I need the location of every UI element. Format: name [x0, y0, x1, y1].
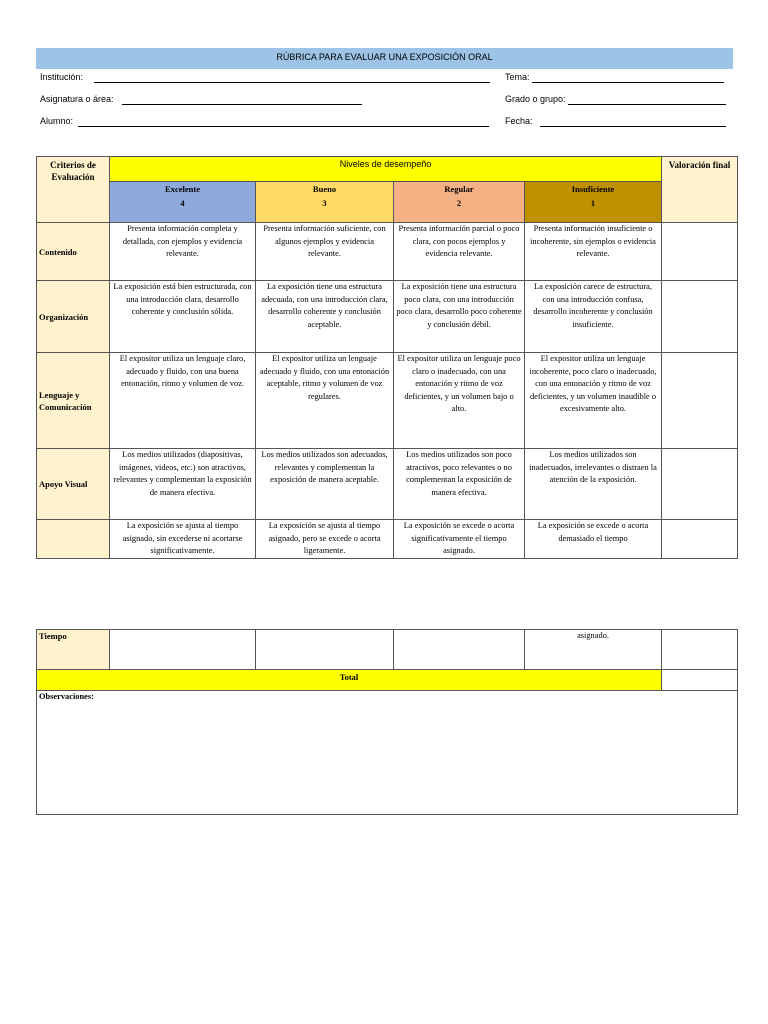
- rubric-cell: Presenta información suficiente, con algunos ejemplos y evidencia relevante.: [256, 223, 394, 281]
- institucion-label: Institución:: [40, 72, 84, 82]
- level-regular: [394, 182, 525, 223]
- level-score: 1: [590, 198, 596, 208]
- rubric-cell: [110, 630, 256, 670]
- rubric-cell: El expositor utiliza un lenguaje incoherente, poco claro o inadecuado, con una entonación y ritmo de voz deficientes, y un volumen inaudible o excesivamente alto.: [525, 353, 662, 449]
- rubric-cell: La exposición se excede o acorta significativamente el tiempo asignado.: [394, 520, 525, 559]
- rubric-cell: Los medios utilizados son inadecuados, irrelevantes o distraen la atención de la exposición.: [525, 449, 662, 520]
- level-name: Insuficiente: [571, 184, 615, 194]
- institucion-field[interactable]: [94, 72, 490, 83]
- rubric-cell: Los medios utilizados son poco atractivos, poco relevantes o no complementan la exposición de manera efectiva.: [394, 449, 525, 520]
- rubric-cell: La exposición se ajusta al tiempo asignado, pero se excede o acorta ligeramente.: [256, 520, 394, 559]
- asignatura-field[interactable]: [122, 94, 362, 105]
- table-row: [37, 520, 738, 559]
- levels-header: Niveles de desempeño: [110, 157, 662, 182]
- level-insuficiente: [525, 182, 662, 223]
- table-row: [37, 449, 738, 520]
- final-score-header: Valoración final: [662, 157, 738, 223]
- level-name: Regular: [444, 184, 474, 194]
- criteria-header: Criterios de Evaluación: [37, 157, 110, 223]
- score-cell[interactable]: [662, 630, 738, 670]
- level-score: 2: [456, 198, 462, 208]
- table-row: [37, 353, 738, 449]
- grado-label: Grado o grupo:: [505, 94, 566, 104]
- document-title: RÚBRICA PARA EVALUAR UNA EXPOSICIÓN ORAL: [36, 48, 733, 69]
- rubric-cell: La exposición está bien estructurada, con una introducción clara, desarrollo coherente y conclusión sólida.: [110, 281, 256, 353]
- rubric-cell: La exposición tiene una estructura adecuada, con una introducción clara, desarrollo coherente y conclusión aceptable.: [256, 281, 394, 353]
- score-cell[interactable]: [662, 353, 738, 449]
- total-label: Total: [37, 670, 662, 691]
- observations-label: Observaciones:: [39, 692, 94, 701]
- alumno-field[interactable]: [78, 116, 489, 127]
- criterion-label: Lenguaje y Comunicación: [37, 353, 110, 449]
- rubric-cell: El expositor utiliza un lenguaje adecuado y fluido, con una entonación aceptable, ritmo y volumen de voz regulares.: [256, 353, 394, 449]
- score-cell[interactable]: [662, 223, 738, 281]
- rubric-cell: La exposición tiene una estructura poco clara, con una introducción poco clara, desarrollo poco coherente y conclusión débil.: [394, 281, 525, 353]
- score-cell[interactable]: [662, 449, 738, 520]
- level-score: 4: [180, 198, 185, 208]
- table-row: [37, 223, 738, 281]
- table-row: [37, 281, 738, 353]
- rubric-table: [36, 156, 738, 559]
- criterion-label: Apoyo Visual: [37, 449, 110, 520]
- total-score-cell[interactable]: [662, 670, 738, 691]
- alumno-label: Alumno:: [40, 116, 74, 126]
- level-excelente: [110, 182, 256, 223]
- tema-label: Tema:: [505, 72, 530, 82]
- fecha-field[interactable]: [540, 116, 726, 127]
- rubric-cell: El expositor utiliza un lenguaje poco claro o inadecuado, con una entonación y ritmo de voz deficientes, y un volumen bajo o alto.: [394, 353, 525, 449]
- rubric-cell: Presenta información completa y detallada, con ejemplos y evidencia relevante.: [110, 223, 256, 281]
- asignatura-label: Asignatura o área:: [40, 94, 114, 104]
- score-cell[interactable]: [662, 520, 738, 559]
- criterion-label: [37, 520, 110, 559]
- rubric-cell: El expositor utiliza un lenguaje claro, adecuado y fluido, con una buena entonación, ritmo y volumen de voz.: [110, 353, 256, 449]
- continuation-table: [36, 629, 738, 815]
- level-name: Excelente: [165, 184, 200, 194]
- rubric-cell: asignado.: [525, 630, 662, 670]
- level-score: 3: [322, 198, 327, 208]
- table-row: [37, 630, 738, 670]
- rubric-cell: La exposición se ajusta al tiempo asignado, sin excederse ni acortarse significativamente.: [110, 520, 256, 559]
- level-name: Bueno: [312, 184, 337, 194]
- observations-box[interactable]: [37, 691, 738, 815]
- rubric-cell: [394, 630, 525, 670]
- rubric-cell: Los medios utilizados (diapositivas, imágenes, videos, etc.) son atractivos, relevantes y complementan la exposición de manera efectiva.: [110, 449, 256, 520]
- level-bueno: [256, 182, 394, 223]
- criterion-label: Tiempo: [37, 630, 110, 670]
- rubric-cell: Presenta información parcial o poco clara, con pocos ejemplos y evidencia relevante.: [394, 223, 525, 281]
- rubric-cell: La exposición se excede o acorta demasiado el tiempo: [525, 520, 662, 559]
- rubric-cell: Los medios utilizados son adecuados, relevantes y complementan la exposición de manera aceptable.: [256, 449, 394, 520]
- criterion-label: Contenido: [37, 223, 110, 281]
- rubric-cell: Presenta información insuficiente o incoherente, sin ejemplos o evidencia relevante.: [525, 223, 662, 281]
- fecha-label: Fecha:: [505, 116, 533, 126]
- criterion-label: Organización: [37, 281, 110, 353]
- rubric-cell: [256, 630, 394, 670]
- score-cell[interactable]: [662, 281, 738, 353]
- grado-field[interactable]: [568, 94, 726, 105]
- rubric-cell: La exposición carece de estructura, con una introducción confusa, desarrollo incoherente y conclusión insuficiente.: [525, 281, 662, 353]
- tema-field[interactable]: [532, 72, 724, 83]
